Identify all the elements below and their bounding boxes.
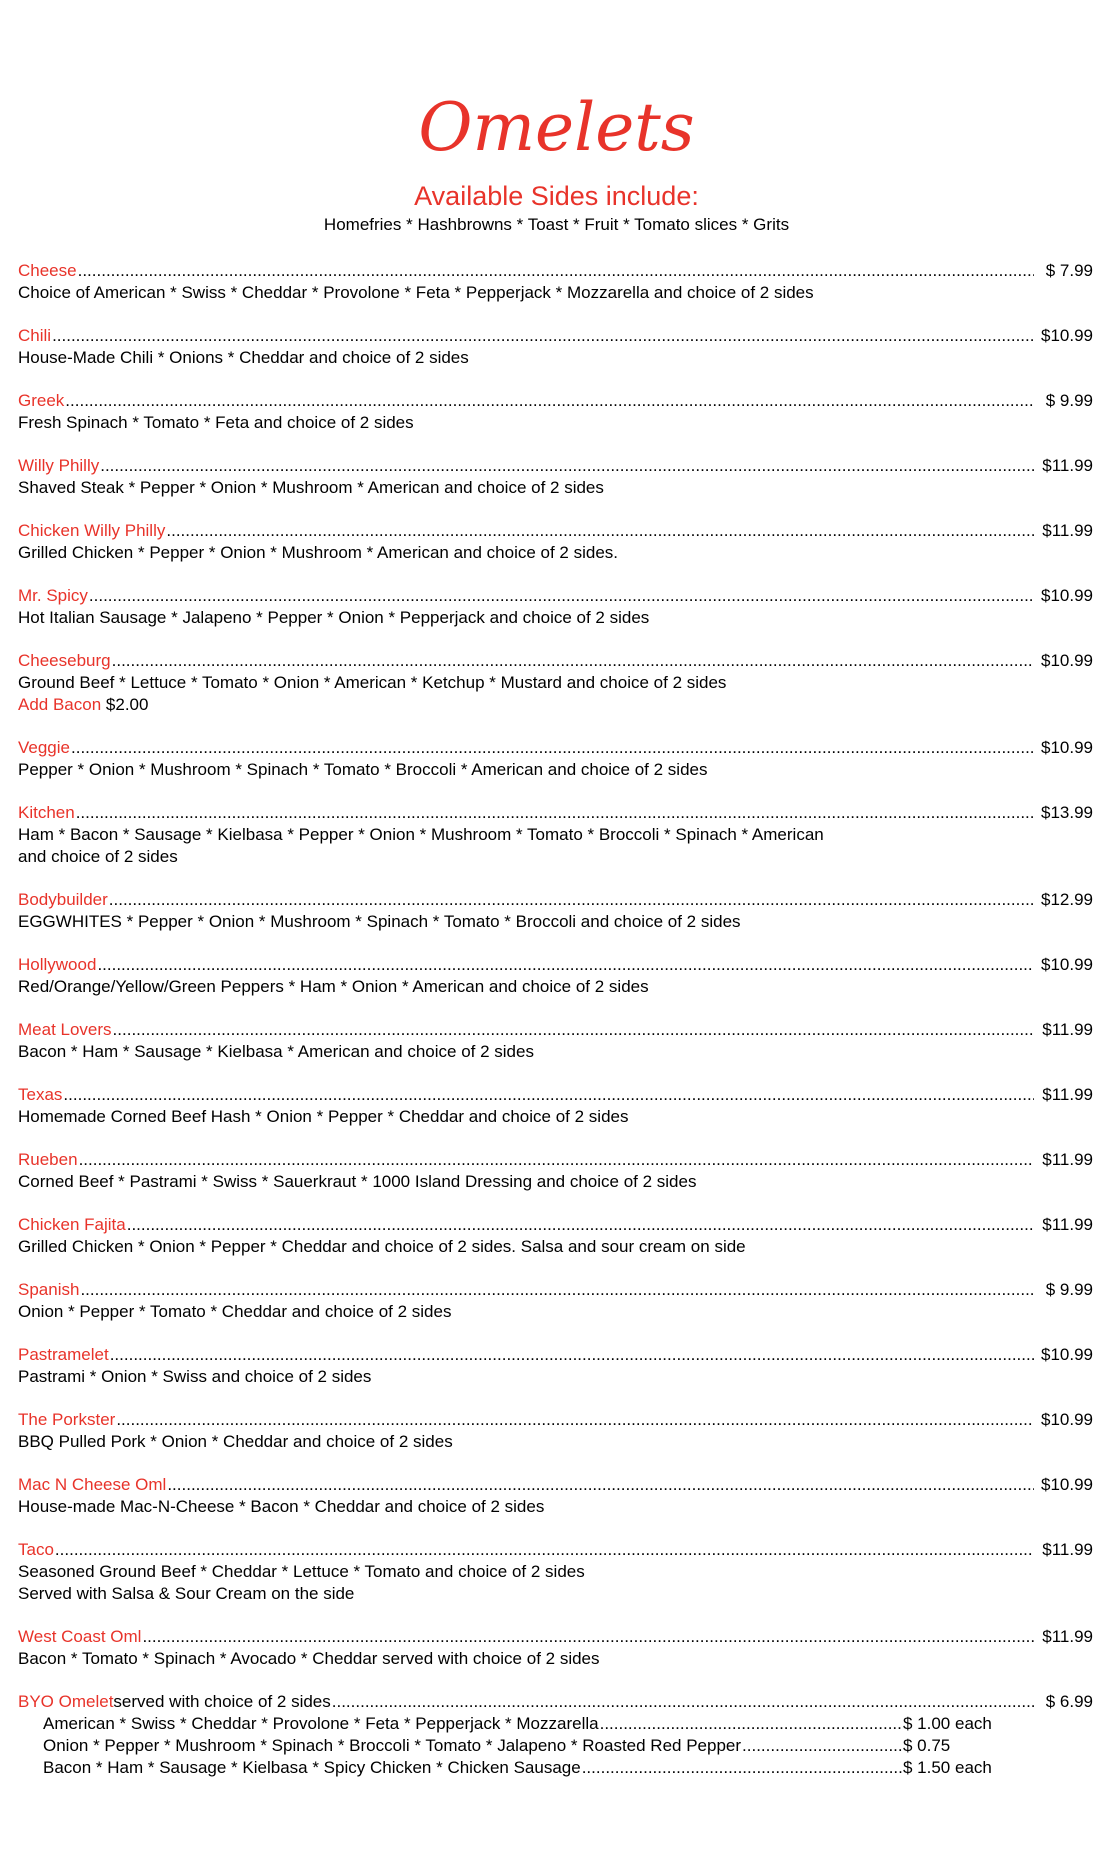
item-price: $10.99 xyxy=(1041,586,1093,605)
item-description: Served with Salsa & Sour Cream on the side xyxy=(18,1584,355,1603)
item-name: West Coast Oml xyxy=(18,1627,142,1646)
menu-items xyxy=(18,260,1093,1800)
item-name: Mr. Spicy xyxy=(18,586,88,605)
item-price: $10.99 xyxy=(1041,326,1093,345)
menu-item xyxy=(18,520,1093,564)
menu-item xyxy=(18,1474,1093,1518)
sides-heading: Available Sides include: xyxy=(414,181,699,211)
dot-leader xyxy=(78,260,1034,282)
item-name: Taco xyxy=(18,1540,54,1559)
menu-item xyxy=(18,1214,1093,1258)
item-price: $10.99 xyxy=(1041,1475,1093,1494)
menu-item xyxy=(18,325,1093,369)
byo-option-line xyxy=(43,1713,995,1735)
byo-options xyxy=(43,1713,1093,1779)
byo-option-text: Onion * Pepper * Mushroom * Spinach * Broccoli * Tomato * Jalapeno * Roasted Red Pepper xyxy=(43,1736,742,1755)
item-description: Hot Italian Sausage * Jalapeno * Pepper * Onion * Pepperjack and choice of 2 sides xyxy=(18,608,650,627)
menu-item xyxy=(18,1344,1093,1388)
item-header-line xyxy=(18,585,1093,607)
byo-option-price: $ 1.50 each xyxy=(903,1758,992,1777)
dot-leader xyxy=(116,1409,1034,1431)
item-description: Shaved Steak * Pepper * Onion * Mushroom * American and choice of 2 sides xyxy=(18,478,604,497)
item-description: Pastrami * Onion * Swiss and choice of 2 sides xyxy=(18,1367,372,1386)
item-name: Hollywood xyxy=(18,955,97,974)
item-description: Bacon * Ham * Sausage * Kielbasa * American and choice of 2 sides xyxy=(18,1042,534,1061)
menu-item xyxy=(18,954,1093,998)
dot-leader xyxy=(127,1214,1034,1236)
item-name: Chili xyxy=(18,326,52,345)
item-name: Veggie xyxy=(18,738,70,757)
item-header-line xyxy=(18,889,1093,911)
dot-leader xyxy=(600,1713,902,1735)
dot-leader xyxy=(113,1019,1034,1041)
item-header-line xyxy=(18,1149,1093,1171)
item-description: Bacon * Tomato * Spinach * Avocado * Cheddar served with choice of 2 sides xyxy=(18,1649,600,1668)
item-header-line xyxy=(18,1539,1093,1561)
item-price: $10.99 xyxy=(1041,738,1093,757)
menu-item-byo-omelet xyxy=(18,1691,1093,1779)
byo-option-price: $ 1.00 each xyxy=(903,1714,992,1733)
menu-item xyxy=(18,1279,1093,1323)
item-name: The Porkster xyxy=(18,1410,116,1429)
item-name: Cheeseburg xyxy=(18,651,111,670)
item-price: $11.99 xyxy=(1042,1020,1093,1039)
menu-item xyxy=(18,889,1093,933)
item-name: Texas xyxy=(18,1085,63,1104)
dot-leader xyxy=(109,889,1034,911)
item-header-line xyxy=(18,802,1093,824)
byo-option-line xyxy=(43,1735,995,1757)
menu-item xyxy=(18,585,1093,629)
dot-leader xyxy=(110,1344,1034,1366)
dot-leader xyxy=(142,1626,1034,1648)
dot-leader xyxy=(89,585,1034,607)
item-description: Corned Beef * Pastrami * Swiss * Sauerkraut * 1000 Island Dressing and choice of 2 sides xyxy=(18,1172,697,1191)
byo-option-text: American * Swiss * Cheddar * Provolone * Feta * Pepperjack * Mozzarella xyxy=(43,1714,599,1733)
item-header-line xyxy=(18,1019,1093,1041)
sides-list: Homefries * Hashbrowns * Toast * Fruit * Tomato slices * Grits xyxy=(323,215,790,234)
item-header-line xyxy=(18,1279,1093,1301)
dot-leader xyxy=(65,390,1034,412)
addon-price: $2.00 xyxy=(105,695,149,714)
item-addon xyxy=(18,694,1093,716)
item-name: Willy Philly xyxy=(18,456,100,475)
item-price: $11.99 xyxy=(1042,1627,1093,1646)
item-header-line xyxy=(18,390,1093,412)
byo-header-line xyxy=(18,1691,1093,1713)
byo-option-line xyxy=(43,1757,995,1779)
byo-name: BYO Omelet xyxy=(18,1692,114,1711)
item-description: and choice of 2 sides xyxy=(18,847,178,866)
item-name: Meat Lovers xyxy=(18,1020,112,1039)
addon-name: Add Bacon xyxy=(18,695,102,714)
item-description: House-made Mac-N-Cheese * Bacon * Cheddar and choice of 2 sides xyxy=(18,1497,545,1516)
menu-item xyxy=(18,1149,1093,1193)
menu-item xyxy=(18,1019,1093,1063)
item-header-line xyxy=(18,1214,1093,1236)
item-name: Chicken Fajita xyxy=(18,1215,126,1234)
item-header-line xyxy=(18,325,1093,347)
menu-item xyxy=(18,260,1093,304)
item-price: $10.99 xyxy=(1041,955,1093,974)
menu-item xyxy=(18,650,1093,716)
dot-leader xyxy=(52,325,1034,347)
item-description: Grilled Chicken * Onion * Pepper * Cheddar and choice of 2 sides. Salsa and sour cream on side xyxy=(18,1237,746,1256)
item-description: Seasoned Ground Beef * Cheddar * Lettuce * Tomato and choice of 2 sides xyxy=(18,1562,585,1581)
byo-price: $ 6.99 xyxy=(1045,1692,1093,1711)
item-name: Chicken Willy Philly xyxy=(18,521,166,540)
menu-item xyxy=(18,737,1093,781)
item-price: $11.99 xyxy=(1042,1540,1093,1559)
item-name: Spanish xyxy=(18,1280,80,1299)
dot-leader xyxy=(112,650,1034,672)
item-price: $11.99 xyxy=(1042,456,1093,475)
dot-leader xyxy=(55,1539,1034,1561)
dot-leader xyxy=(100,455,1034,477)
item-description: House-Made Chili * Onions * Cheddar and choice of 2 sides xyxy=(18,348,469,367)
item-price: $ 9.99 xyxy=(1045,391,1093,410)
item-price: $10.99 xyxy=(1041,1345,1093,1364)
dot-leader xyxy=(166,520,1034,542)
item-price: $12.99 xyxy=(1041,890,1093,909)
item-name: Cheese xyxy=(18,261,77,280)
item-header-line xyxy=(18,455,1093,477)
item-name: Rueben xyxy=(18,1150,78,1169)
item-price: $11.99 xyxy=(1042,1215,1093,1234)
item-description: BBQ Pulled Pork * Onion * Cheddar and choice of 2 sides xyxy=(18,1432,453,1451)
item-name: Greek xyxy=(18,391,65,410)
dot-leader xyxy=(742,1735,902,1757)
item-price: $ 7.99 xyxy=(1045,261,1093,280)
item-price: $10.99 xyxy=(1041,1410,1093,1429)
item-header-line xyxy=(18,954,1093,976)
menu-item xyxy=(18,1409,1093,1453)
menu-item xyxy=(18,455,1093,499)
item-description: Homemade Corned Beef Hash * Onion * Pepper * Cheddar and choice of 2 sides xyxy=(18,1107,629,1126)
item-header-line xyxy=(18,1344,1093,1366)
dot-leader xyxy=(63,1084,1034,1106)
item-price: $13.99 xyxy=(1041,803,1093,822)
page-title: Omelets xyxy=(418,89,695,166)
item-description: Grilled Chicken * Pepper * Onion * Mushroom * American and choice of 2 sides. xyxy=(18,543,619,562)
menu-item xyxy=(18,1084,1093,1128)
byo-option-price: $ 0.75 xyxy=(903,1736,951,1755)
item-name: Kitchen xyxy=(18,803,75,822)
item-description: EGGWHITES * Pepper * Onion * Mushroom * Spinach * Tomato * Broccoli and choice of 2 sides xyxy=(18,912,741,931)
item-name: Pastramelet xyxy=(18,1345,109,1364)
byo-option-text: Bacon * Ham * Sausage * Kielbasa * Spicy Chicken * Chicken Sausage xyxy=(43,1758,581,1777)
dot-leader xyxy=(76,802,1034,824)
item-header-line xyxy=(18,1626,1093,1648)
item-header-line xyxy=(18,1084,1093,1106)
item-price: $11.99 xyxy=(1042,521,1093,540)
item-price: $ 9.99 xyxy=(1045,1280,1093,1299)
item-price: $11.99 xyxy=(1042,1150,1093,1169)
dot-leader xyxy=(97,954,1034,976)
dot-leader xyxy=(167,1474,1034,1496)
menu-item xyxy=(18,1626,1093,1670)
item-description: Fresh Spinach * Tomato * Feta and choice of 2 sides xyxy=(18,413,414,432)
menu-item xyxy=(18,802,1093,868)
item-header-line xyxy=(18,1409,1093,1431)
item-price: $11.99 xyxy=(1042,1085,1093,1104)
item-description: Ham * Bacon * Sausage * Kielbasa * Pepper * Onion * Mushroom * Tomato * Broccoli * Spinach * American xyxy=(18,825,824,844)
item-header-line xyxy=(18,737,1093,759)
dot-leader xyxy=(332,1691,1034,1713)
item-description: Pepper * Onion * Mushroom * Spinach * Tomato * Broccoli * American and choice of 2 sides xyxy=(18,760,708,779)
dot-leader xyxy=(80,1279,1034,1301)
byo-extra: served with choice of 2 sides xyxy=(113,1692,331,1711)
dot-leader xyxy=(79,1149,1034,1171)
item-header-line xyxy=(18,260,1093,282)
item-description: Choice of American * Swiss * Cheddar * Provolone * Feta * Pepperjack * Mozzarella and choice of 2 sides xyxy=(18,283,814,302)
item-price: $10.99 xyxy=(1041,651,1093,670)
item-description: Red/Orange/Yellow/Green Peppers * Ham * Onion * American and choice of 2 sides xyxy=(18,977,649,996)
item-header-line xyxy=(18,1474,1093,1496)
item-description: Ground Beef * Lettuce * Tomato * Onion * American * Ketchup * Mustard and choice of 2 sides xyxy=(18,673,727,692)
item-name: Mac N Cheese Oml xyxy=(18,1475,167,1494)
item-header-line xyxy=(18,650,1093,672)
dot-leader xyxy=(582,1757,902,1779)
item-description: Onion * Pepper * Tomato * Cheddar and choice of 2 sides xyxy=(18,1302,452,1321)
item-name: Bodybuilder xyxy=(18,890,108,909)
item-header-line xyxy=(18,520,1093,542)
menu-item xyxy=(18,390,1093,434)
menu-item xyxy=(18,1539,1093,1605)
dot-leader xyxy=(71,737,1034,759)
